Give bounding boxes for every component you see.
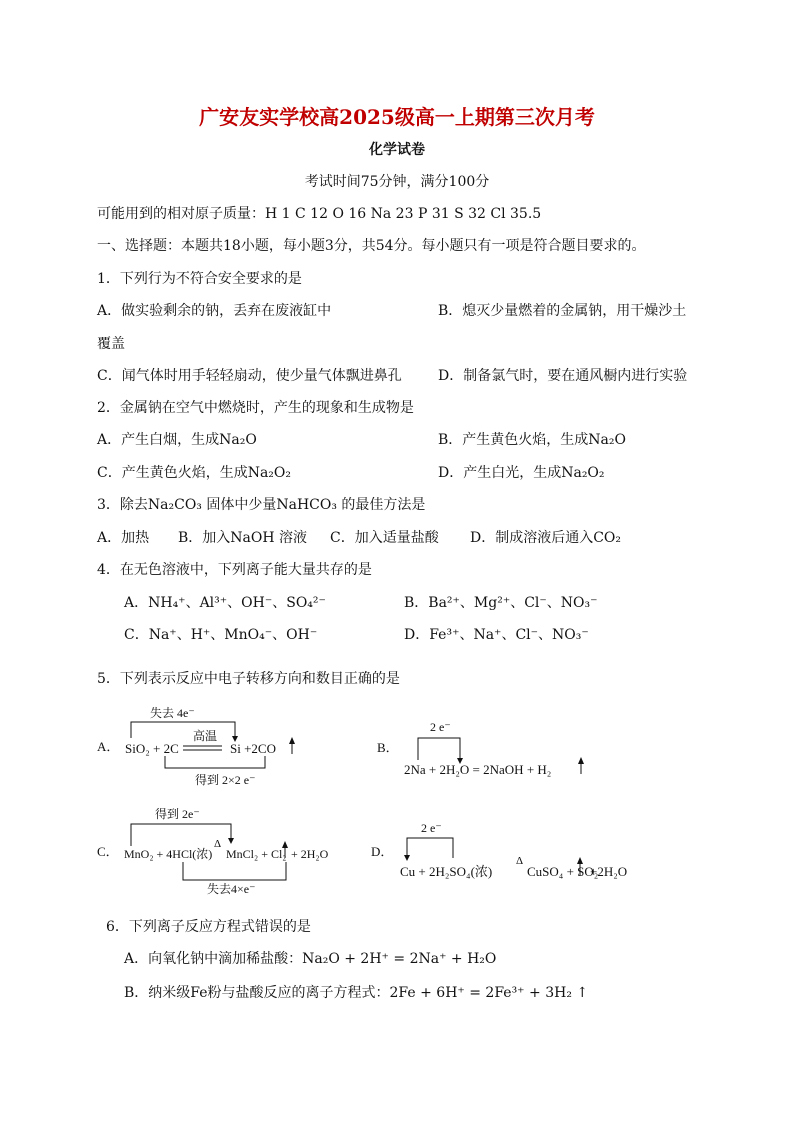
q1-option-b: B．熄灭少量燃着的金属钠，用干燥沙土 [438,303,687,319]
q2-stem: 2．金属钠在空气中燃烧时，产生的现象和生成物是 [97,400,414,416]
q3-option-a: A．加热 [97,530,150,546]
q5a-bottom-bracket [165,756,265,768]
exam-subject: 化学试卷 [369,142,425,158]
q5a-reactants: SiO₂ + 2C [125,741,179,756]
q5c-lost: 失去4×e⁻ [207,882,256,896]
q4-option-b: B．Ba²⁺、Mg²⁺、Cl⁻、NO₃⁻ [404,595,598,611]
q3-option-d: D．制成溶液后通入CO₂ [470,530,622,546]
q5-stem: 5．下列表示反应中电子转移方向和数目正确的是 [97,671,400,687]
q1-option-a: A．做实验剩余的钠，丢弃在废液缸中 [97,303,332,319]
q6-stem: 6．下列离子反应方程式错误的是 [106,919,311,935]
q5d-reactants: Cu + 2H₂SO₄(浓) [400,864,493,879]
q3-option-b: B．加入NaOH 溶液 [178,530,308,546]
q5a-lost: 失去 4e⁻ [150,706,195,720]
q5c-products: MnCl₂ + Cl₂ [226,847,287,861]
q2-option-d: D．产生白光，生成Na₂O₂ [438,465,605,481]
q3-stem: 3．除去Na₂CO₃ 固体中少量NaHCO₃ 的最佳方法是 [97,497,426,513]
q2-option-c: C．产生黄色火焰，生成Na₂O₂ [97,465,292,481]
q2-option-a: A．产生白烟，生成Na₂O [97,432,257,448]
q6-option-b: B．纳米级Fe粉与盐酸反应的离子方程式：2Fe + 6H⁺ = 2Fe³⁺ + 3H₂ ↑ [124,985,589,1001]
q4-option-a: A．NH₄⁺、Al³⁺、OH⁻、SO₄²⁻ [124,595,326,611]
q5d-products: CuSO₄ + SO₂ [527,864,599,879]
q5a-label: A． [97,739,120,754]
q5c-label: C． [97,844,119,859]
q6-option-a: A．向氧化钠中滴加稀盐酸：Na₂O + 2H⁺ = 2Na⁺ + H₂O [124,951,497,967]
exam-info: 考试时间75分钟，满分100分 [304,174,490,190]
q4-option-c: C．Na⁺、H⁺、MnO₄⁻、OH⁻ [124,627,318,643]
section-heading: 一、选择题：本题共18小题，每小题3分，共54分。每小题只有一项是符合题目要求的。 [97,238,646,254]
q5a-condition: 高温 [193,729,218,743]
q4-stem: 4．在无色溶液中，下列离子能大量共存的是 [97,562,372,578]
q5d-label: D． [371,844,394,859]
q1-option-d: D．制备氯气时，要在通风橱内进行实验 [438,368,688,384]
q5b-equation: 2Na + 2H₂O = 2NaOH + H₂ [404,762,552,777]
q5d-bracket [407,838,453,858]
q5a-gained: 得到 2×2 e⁻ [195,773,256,787]
q4-option-d: D．Fe³⁺、Na⁺、Cl⁻、NO₃⁻ [404,627,589,643]
q5d-heat: Δ [516,855,524,867]
q5b-electrons: 2 e⁻ [430,720,451,734]
q1-option-c: C．闻气体时用手轻轻扇动，使少量气体飘进鼻孔 [97,368,402,384]
atomic-masses: 可能用到的相对原子质量：H 1 C 12 O 16 Na 23 P 31 S 32 Cl 35.5 [97,206,542,222]
q2-option-b: B．产生黄色火焰，生成Na₂O [438,432,626,448]
q5a-products: Si +2CO [230,741,276,756]
q5a-top-bracket [131,722,235,738]
q3-option-c: C．加入适量盐酸 [330,530,439,546]
q5d-water: +2H₂O [590,864,628,879]
q1-stem: 1．下列行为不符合安全要求的是 [97,271,302,287]
q5c-reactants: MnO₂ + 4HCl(浓) [124,847,213,861]
q5c-gained: 得到 2e⁻ [155,807,200,821]
q5d-electrons: 2 e⁻ [421,821,442,835]
q1-option-b-cont: 覆盖 [97,336,125,352]
q5c-heat: Δ [214,838,222,850]
q5c-water: + 2H₂O [291,847,329,861]
q5b-bracket [418,738,460,760]
q5b-label: B． [377,740,399,755]
q5c-bottom-bracket [183,862,286,880]
exam-title: 广安友实学校高2025级高一上期第三次月考 [199,105,595,129]
